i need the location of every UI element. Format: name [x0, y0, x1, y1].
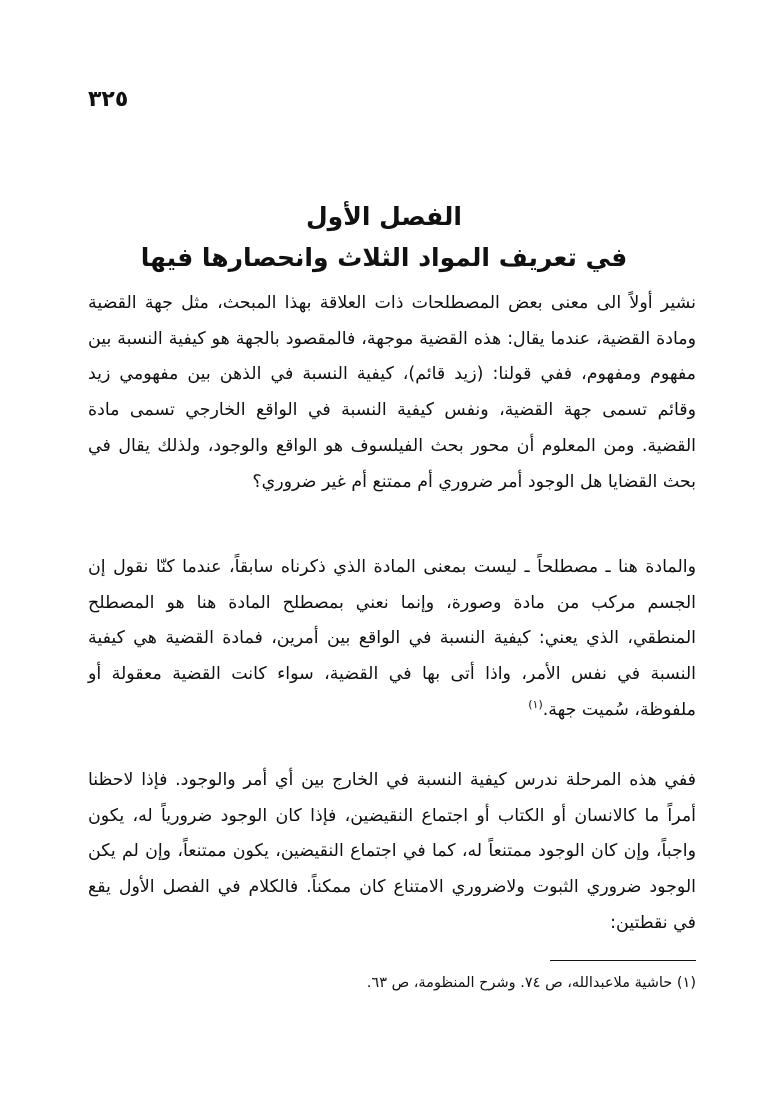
chapter-title: الفصل الأول: [305, 202, 463, 231]
footnote-divider: [550, 960, 696, 961]
paragraph-1: [88, 286, 696, 500]
chapter-subtitle: في تعريف المواد الثلاث وانحصارها فيها: [140, 243, 628, 272]
footnote: (١) حاشية ملاعبدالله، ص ٧٤. وشرح المنظومة، ص ٦٣.: [366, 975, 696, 991]
footnote-reference[interactable]: (١): [528, 698, 543, 712]
paragraph-text-with-footnote: [88, 550, 696, 729]
paragraph-text: والمادة هنا ـ مصطلحاً ـ ليست بمعنى المادة الذي ذكرناه سابقاً، عندما كنّا نقول إن الجسم مركب من مادة وصورة، وإنما نعني بمصطلح المادة هنا هو المصطلح المنطقي، الذي يعني: كيفية النسبة في الواقع بين أمرين، فمادة القضية هي كيفية النسبة في نفس الأمر، واذا أتى بها في القضية، سواء كانت القضية معقولة أو ملفوظة، سُميت جهة.: [88, 557, 696, 720]
paragraph-2: [88, 550, 696, 729]
paragraph-text: ففي هذه المرحلة ندرس كيفية النسبة في الخارج بين أي أمر والوجود. فإذا لاحظنا أمراً ما كالانسان أو الكتاب أو اجتماع النقيضين، فإذا كان الوجود ضرورياً له، يكون واجباً، وإن كان الوجود ممتنعاً له، كما في اجتماع النقيضين، يكون ممتنعاً، وإن لم يكن الوجود ضروري الثبوت ولاضروري الامتناع كان ممكناً. فالكلام في الفصل الأول يقع في نقطتين:: [88, 770, 696, 933]
paragraph-text: نشير أولاً الى معنى بعض المصطلحات ذات العلاقة بهذا المبحث، مثل جهة القضية ومادة القضية، عندما يقال: هذه القضية موجهة، فالمقصود بالجهة هو كيفية النسبة بين مفهوم ومفهوم، ففي قولنا: (زيد قائم)، كيفية النسبة في الذهن بين مفهومي زيد وقائم تسمى جهة القضية، ونفس كيفية النسبة في الواقع الخارجي تسمى مادة القضية. ومن المعلوم أن محور بحث الفيلسوف هو الواقع والوجود، ولذلك يقال في بحث القضايا هل الوجود أمر ضروري أم ممتنع أم غير ضروري؟: [88, 293, 696, 492]
page-number: ٣٢٥: [88, 87, 129, 112]
paragraph-3: [88, 763, 696, 942]
